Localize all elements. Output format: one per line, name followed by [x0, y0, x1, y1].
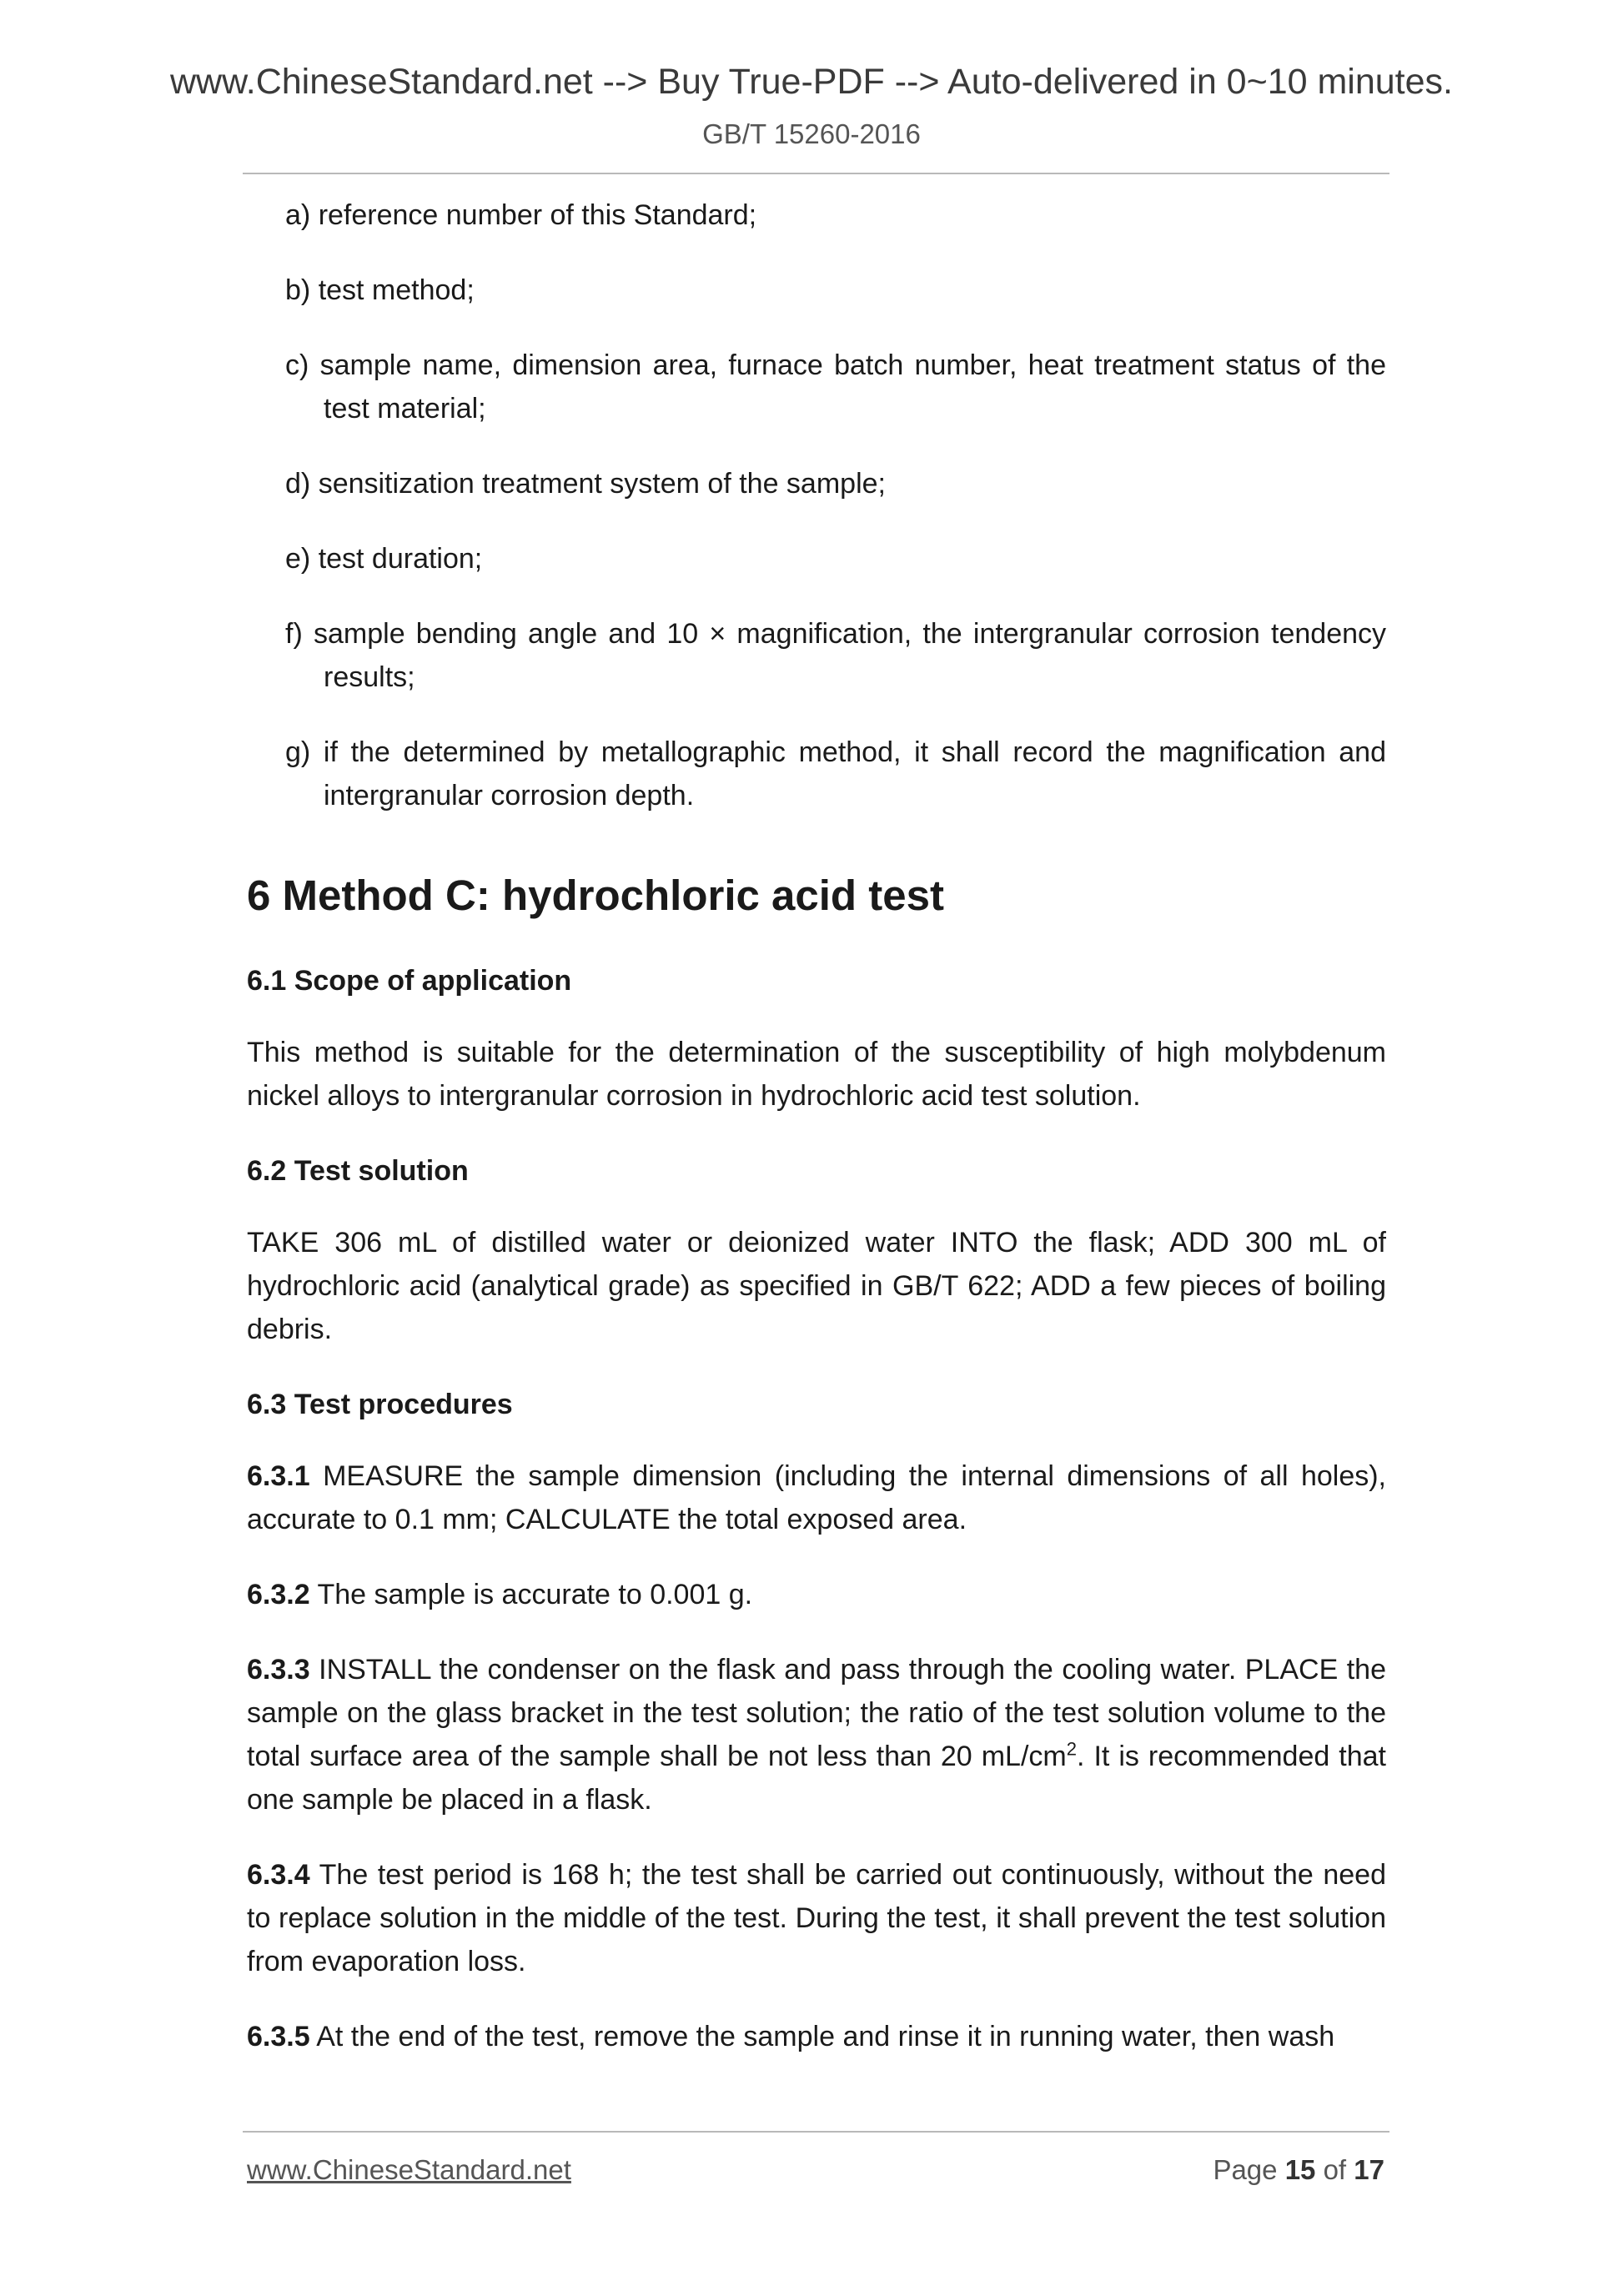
section-6-2-text: TAKE 306 mL of distilled water or deionized water INTO the flask; ADD 300 mL of hydrochloric acid (analytical grade) as specified in GB/T 622; ADD a few pieces of boiling debris.: [247, 1227, 1386, 1345]
list-item-text: reference number of this Standard;: [318, 199, 757, 231]
list-item-marker: e): [285, 543, 311, 575]
clause-6-3-5: [247, 2015, 1386, 2058]
clause-number: 6.3.5: [247, 2021, 310, 2052]
clause-text: The sample is accurate to 0.001 g.: [317, 1579, 753, 1610]
list-item-marker: c): [285, 349, 309, 381]
section-6-1-title: 6.1 Scope of application: [247, 965, 572, 997]
list-item-text: sensitization treatment system of the sample;: [318, 468, 886, 500]
clause-number: 6.3.2: [247, 1579, 310, 1610]
list-item-marker: b): [285, 274, 311, 306]
list-item-text: test duration;: [318, 543, 483, 575]
footer-site-link[interactable]: www.ChineseStandard.net: [247, 2154, 571, 2185]
clause-number: 6.3.1: [247, 1460, 310, 1492]
clause-text: At the end of the test, remove the sample and rinse it in running water, then wash: [316, 2021, 1335, 2052]
header-divider: [243, 173, 1389, 174]
list-item: [285, 731, 1386, 817]
list-item: [285, 344, 1386, 430]
clause-6-3-4: [247, 1853, 1386, 1983]
list-item: [285, 537, 1386, 580]
list-item-text: if the determined by metallographic method, it shall record the magnification and intergranular corrosion depth.: [323, 736, 1386, 811]
list-item-marker: d): [285, 468, 311, 500]
clause-text: INSTALL the condenser on the flask and pass through the cooling water. PLACE the sample on the glass bracket in the test solution; the ratio of the test solution volume to the total surface area of the sample shall be not less than 20 mL/cm: [247, 1654, 1386, 1772]
report-items-list: [247, 193, 1386, 817]
footer-divider: [243, 2131, 1389, 2133]
section-6-title: 6 Method C: hydrochloric acid test: [247, 872, 944, 919]
clause-text: MEASURE the sample dimension (including the internal dimensions of all holes), accurate to 0.1 mm; CALCULATE the total exposed area.: [247, 1460, 1387, 1535]
list-item-text: sample bending angle and 10 × magnification, the intergranular corrosion tendency results;: [314, 618, 1387, 693]
list-item-marker: a): [285, 199, 311, 231]
list-item: [285, 462, 1386, 505]
clause-number: 6.3.3: [247, 1654, 310, 1686]
list-item-marker: f): [285, 618, 303, 650]
page-total: 17: [1354, 2154, 1384, 2185]
list-item-text: sample name, dimension area, furnace batch number, heat treatment status of the test material;: [319, 349, 1386, 425]
header-standard-code: GB/T 15260-2016: [702, 118, 921, 149]
clause-6-3-2: [247, 1573, 1386, 1616]
page-current: 15: [1284, 2154, 1316, 2185]
clause-6-3-3: [247, 1648, 1386, 1821]
header-banner: www.ChineseStandard.net --> Buy True-PDF --> Auto-delivered in 0~10 minutes.: [169, 62, 1453, 102]
footer-page-number: [1213, 2154, 1384, 2186]
document-body: [247, 193, 1386, 2090]
clause-number: 6.3.4: [247, 1859, 310, 1891]
section-6-2-title: 6.2 Test solution: [247, 1155, 469, 1187]
list-item: [285, 612, 1386, 699]
list-item-text: test method;: [318, 274, 475, 306]
section-6-3-title: 6.3 Test procedures: [247, 1389, 513, 1420]
superscript: 2: [1066, 1738, 1077, 1760]
section-6-1-text: This method is suitable for the determination of the susceptibility of high molybdenum nickel alloys to intergranular corrosion in hydrochloric acid test solution.: [247, 1037, 1386, 1112]
clause-text: The test period is 168 h; the test shall be carried out continuously, without the need to replace solution in the middle of the test. During the test, it shall prevent the test solution from evaporation loss.: [247, 1859, 1386, 1977]
list-item-marker: g): [285, 736, 311, 768]
page-label: Page: [1213, 2154, 1278, 2185]
clause-text-tail: . It is recommended that one sample be placed in a flask.: [247, 1741, 1386, 1816]
list-item: [285, 193, 1386, 237]
page-of: of: [1323, 2154, 1347, 2185]
list-item: [285, 269, 1386, 312]
clause-6-3-1: [247, 1454, 1386, 1541]
